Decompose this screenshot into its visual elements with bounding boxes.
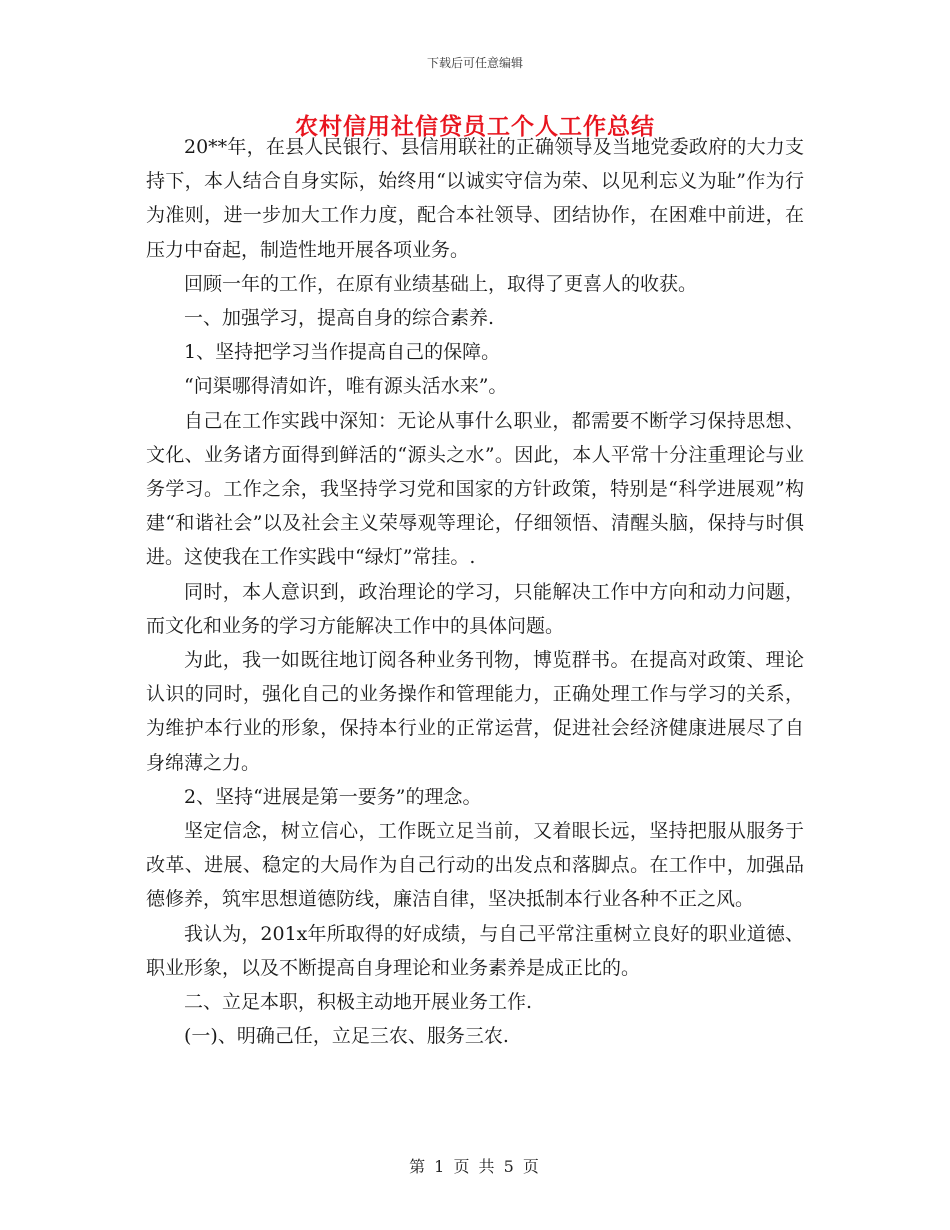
subheading-2-1: (一)、明确己任，立足三农、服务三农.: [184, 1025, 509, 1048]
paragraph-quote: “问渠哪得清如许，唯有源头活水来”。: [184, 375, 508, 398]
subheading-1-1: 1、坚持把学习当作提高自己的保障。: [184, 341, 501, 364]
subheading-1-2: 2、坚持“进展是第一要务”的理念。: [184, 785, 482, 808]
paragraph-review: 回顾一年的工作，在原有业绩基础上，取得了更喜人的收获。: [184, 272, 698, 295]
section-heading-1: 一、加强学习，提高自身的综合素养.: [184, 307, 495, 330]
paragraph-intro: 20**年，在县人民银行、县信用联社的正确领导及当地党委政府的大力支持下，本人结合自身实际，始终用“以诚实守信为荣、以见利忘义为耻”作为行为准则，进一步加大工作力度，配合本社领导、团结协作，在困难中前进，在压力中奋起，制造性地开展各项业务。: [146, 136, 804, 261]
page-number: 第 1 页 共 5 页: [409, 1157, 541, 1176]
section-heading-2: 二、立足本职，积极主动地开展业务工作.: [184, 991, 533, 1014]
paragraph-belief: 坚定信念，树立信心，工作既立足当前，又着眼长远，坚持把服从服务于改革、进展、稳定的大局作为自己行动的出发点和落脚点。在工作中，加强品德修养，筑牢思想道德防线，廉洁自律，坚决抵制本行业各种不正之风。: [146, 820, 804, 911]
document-body: [146, 130, 804, 1053]
paragraph-results: 我认为，201x年所取得的好成绩，与自己平常注重树立良好的职业道德、职业形象，以及不断提高自身理论和业务素养是成正比的。: [146, 922, 804, 979]
document-title: 农村信用社信贷员工个人工作总结: [295, 113, 655, 140]
paragraph-awareness: 同时，本人意识到，政治理论的学习，只能解决工作中方向和动力问题，而文化和业务的学习方能解决工作中的具体问题。: [146, 580, 804, 637]
paragraph-reading: 为此，我一如既往地订阅各种业务刊物，博览群书。在提高对政策、理论认识的同时，强化自己的业务操作和管理能力，正确处理工作与学习的关系，为维护本行业的形象，保持本行业的正常运营，促进社会经济健康进展尽了自身绵薄之力。: [146, 649, 804, 774]
paragraph-study: 自己在工作实践中深知：无论从事什么职业，都需要不断学习保持思想、文化、业务诸方面得到鲜活的“源头之水”。因此，本人平常十分注重理论与业务学习。工作之余，我坚持学习党和国家的方针政策，特别是“科学进展观”构建“和谐社会”以及社会主义荣辱观等理论，仔细领悟、清醒头脑，保持与时俱进。这使我在工作实践中“绿灯”常挂。.: [146, 409, 804, 569]
page-header-note: 下载后可任意编辑: [426, 56, 523, 70]
